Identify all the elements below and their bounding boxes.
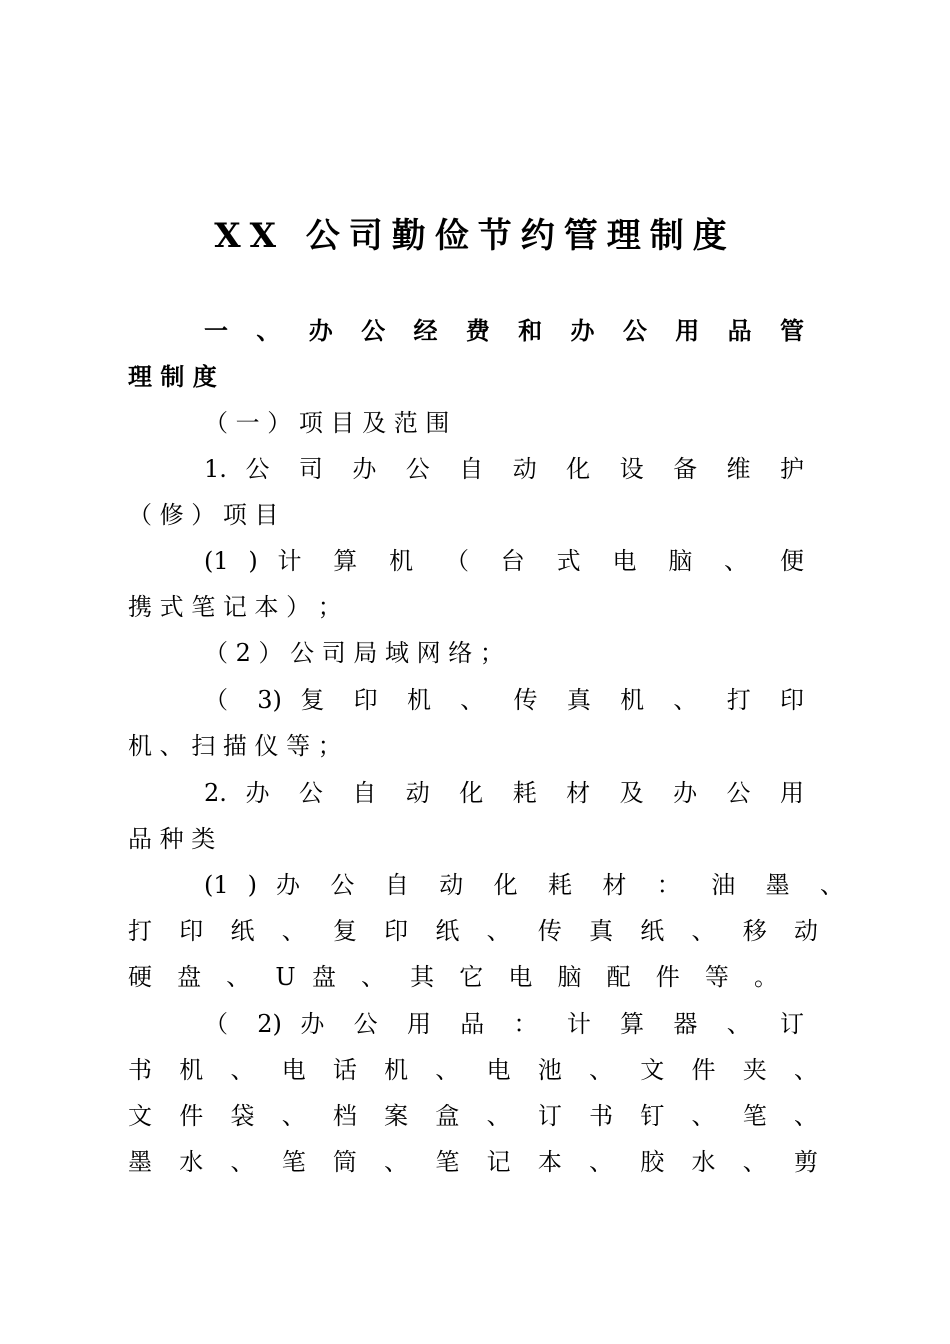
section-heading-cont: 理 制 度	[128, 362, 217, 391]
paragraph-line: 硬 盘 、 U 盘 、 其 它 电 脑 配 件 等 。	[128, 963, 778, 991]
paragraph-line: 品 种 类	[128, 825, 216, 853]
paragraph-line: (1 ) 计 算 机 （ 台 式 电 脑 、 便	[204, 547, 804, 575]
paragraph-line: 2. 办 公 自 动 化 耗 材 及 办 公 用	[204, 779, 804, 807]
paragraph-line: 打 印 纸 、 复 印 纸 、 传 真 纸 、 移 动	[128, 917, 818, 945]
section-heading: 一 、 办 公 经 费 和 办 公 用 品 管	[204, 316, 804, 345]
paragraph-line: 书 机 、 电 话 机 、 电 池 、 文 件 夹 、	[128, 1056, 818, 1084]
paragraph-line: 机 、 扫 描 仪 等 ；	[128, 732, 342, 760]
paragraph-line: 1. 公 司 办 公 自 动 化 设 备 维 护	[204, 455, 804, 483]
paragraph-line: （ 修 ） 项 目	[128, 501, 279, 529]
document-title: XX 公司勤俭节约管理制度	[214, 216, 736, 256]
paragraph-line: 携 式 笔 记 本 ） ；	[128, 593, 342, 621]
paragraph-line: 文 件 袋 、 档 案 盒 、 订 书 钉 、 笔 、	[128, 1102, 818, 1130]
paragraph-line: （ 3) 复 印 机 、 传 真 机 、 打 印	[204, 686, 804, 714]
paragraph-line: (1 ) 办 公 自 动 化 耗 材 ： 油 墨 、	[204, 871, 844, 899]
paragraph-line: （ 2) 办 公 用 品 ： 计 算 器 、 订	[204, 1010, 804, 1038]
paragraph-line: （ 2 ） 公 司 局 域 网 络 ；	[204, 639, 504, 667]
subsection-heading: （ 一 ） 项 目 及 范 围	[204, 409, 450, 437]
paragraph-line: 墨 水 、 笔 筒 、 笔 记 本 、 胶 水 、 剪	[128, 1148, 818, 1176]
